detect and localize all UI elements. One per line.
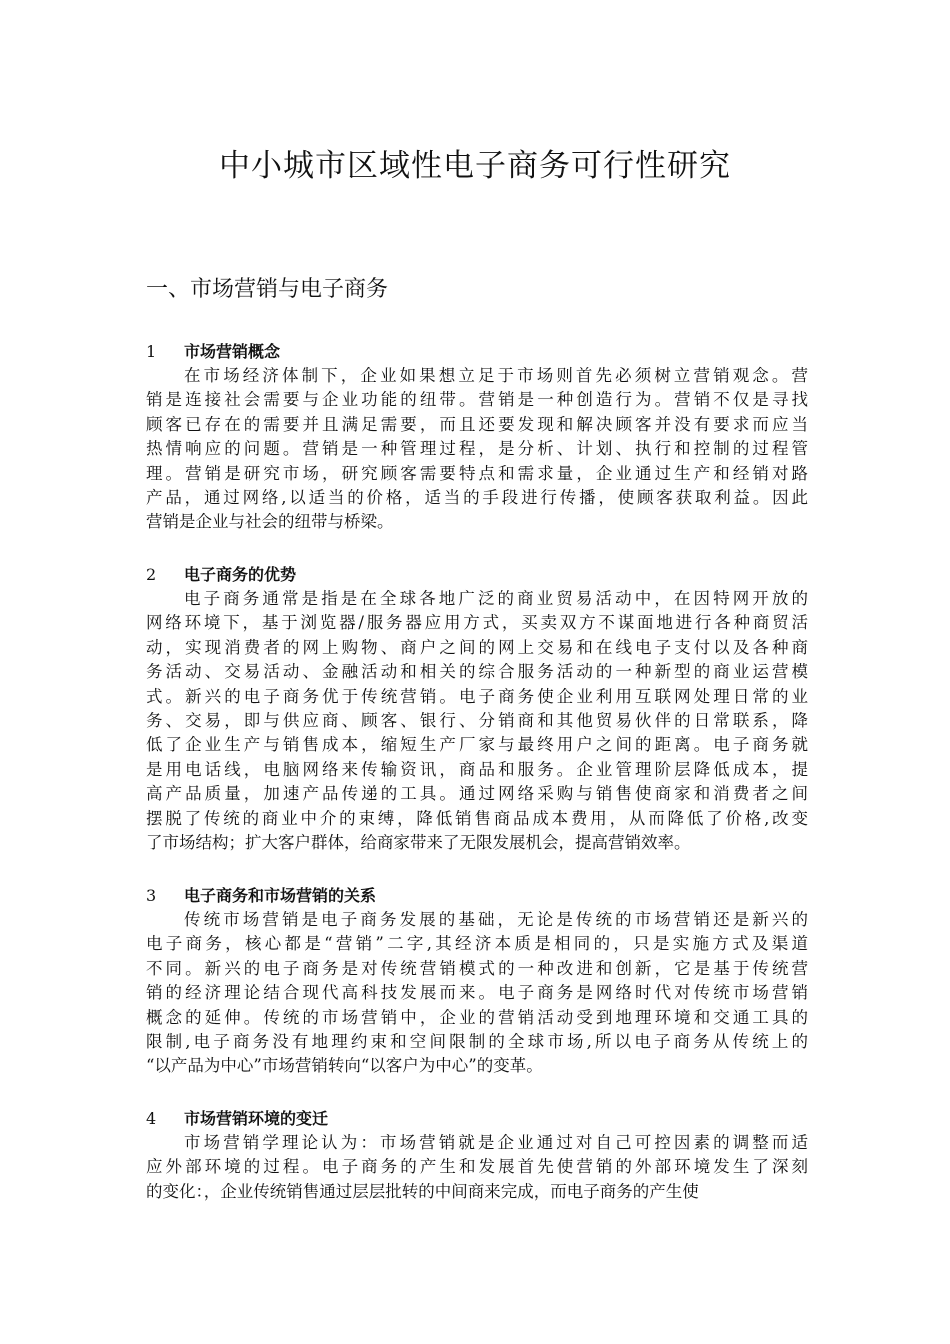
paragraph-line: 了市场结构；扩大客户群体，给商家带来了无限发展机会，提高营销效率。 (146, 833, 691, 853)
section-number: 1 (146, 342, 157, 361)
section-number: 3 (146, 886, 157, 905)
section-ecommerce-marketing-relation (146, 884, 808, 1079)
section-heading (146, 563, 808, 587)
paragraph-line: 传统市场营销是电子商务发展的基础，无论是传统的市场营销还是新兴的 (184, 910, 808, 929)
paragraph-line: 的变化：，企业传统销售通过层层批转的中间商来完成，而电子商务的产生使 (146, 1181, 699, 1201)
paragraph-line: 网络环境下，基于浏览器/服务器应用方式，买卖双方不谋面地进行各种商贸活 (146, 613, 808, 633)
paragraph-line: 务、交易，即与供应商、顾客、银行、分销商和其他贸易伙伴的日常联系，降 (146, 711, 808, 731)
section-paragraph (146, 1131, 808, 1204)
paragraph-line: 是用电话线，电脑网络来传输资讯，商品和服务。企业管理阶层降低成本，提 (146, 759, 808, 779)
paragraph-line: 摆脱了传统的商业中介的束缚，降低销售商品成本费用，从而降低了价格,改变 (146, 808, 808, 828)
section-heading (146, 1107, 808, 1131)
section-title: 电子商务的优势 (184, 565, 297, 584)
paragraph-line: 高产品质量，加速产品传递的工具。通过网络采购与销售使商家和消费者之间 (146, 784, 808, 804)
paragraph-line: 式。新兴的电子商务优于传统营销。电子商务使企业利用互联网处理日常的业 (146, 686, 808, 706)
paragraph-line: 营销是企业与社会的纽带与桥梁。 (146, 512, 394, 532)
section-heading (146, 340, 808, 364)
paragraph-line: 理。营销是研究市场，研究顾客需要特点和需求量，企业通过生产和经销对路 (146, 463, 808, 483)
chapter-heading: 一、市场营销与电子商务 (146, 277, 389, 302)
paragraph-line: “以产品为中心”市场营销转向“以客户为中心”的变革。 (146, 1056, 543, 1076)
paragraph-line: 销是连接社会需要与企业功能的纽带。营销是一种创造行为。营销不仅是寻找 (146, 390, 808, 410)
paragraph-line: 概念的延伸。传统的市场营销中，企业的营销活动受到地理环境和交通工具的 (146, 1007, 808, 1027)
section-title: 电子商务和市场营销的关系 (184, 886, 377, 905)
paragraph-line: 销的经济理论结合现代高科技发展而来。电子商务是网络时代对传统市场营销 (146, 983, 808, 1003)
section-paragraph (146, 908, 808, 1079)
section-market-marketing-concept (146, 340, 808, 535)
section-title: 市场营销环境的变迁 (184, 1109, 329, 1128)
paragraph-line: 在市场经济体制下，企业如果想立足于市场则首先必须树立营销观念。营 (184, 366, 808, 385)
paragraph-line: 务活动、交易活动、金融活动和相关的综合服务活动的一种新型的商业运营模 (146, 662, 808, 682)
paragraph-line: 低了企业生产与销售成本，缩短生产厂家与最终用户之间的距离。电子商务就 (146, 735, 808, 755)
paragraph-line: 电子商务通常是指是在全球各地广泛的商业贸易活动中，在因特网开放的 (184, 589, 808, 608)
section-number: 2 (146, 565, 157, 584)
section-paragraph (146, 587, 808, 855)
section-ecommerce-advantages (146, 563, 808, 855)
document-title: 中小城市区域性电子商务可行性研究 (219, 148, 731, 184)
section-paragraph (146, 364, 808, 535)
paragraph-line: 电子商务，核心都是“营销”二字,其经济本质是相同的，只是实施方式及渠道 (146, 934, 808, 954)
paragraph-line: 顾客已存在的需要并且满足需要，而且还要发现和解决顾客并没有要求而应当 (146, 414, 808, 434)
paragraph-line: 市场营销学理论认为：市场营销就是企业通过对自己可控因素的调整而适 (184, 1133, 808, 1152)
paragraph-line: 不同。新兴的电子商务是对传统营销模式的一种改进和创新，它是基于传统营 (146, 958, 808, 978)
paragraph-line: 热情响应的问题。营销是一种管理过程，是分析、计划、执行和控制的过程管 (146, 439, 808, 459)
paragraph-line: 产品，通过网络,以适当的价格，适当的手段进行传播，使顾客获取利益。因此 (146, 488, 808, 508)
section-title: 市场营销概念 (184, 342, 281, 361)
paragraph-line: 限制,电子商务没有地理约束和空间限制的全球市场,所以电子商务从传统上的 (146, 1032, 808, 1052)
paragraph-line: 动，实现消费者的网上购物、商户之间的网上交易和在线电子支付以及各种商 (146, 637, 808, 657)
section-heading (146, 884, 808, 908)
section-marketing-environment-change (146, 1107, 808, 1204)
section-number: 4 (146, 1109, 157, 1128)
paragraph-line: 应外部环境的过程。电子商务的产生和发展首先使营销的外部环境发生了深刻 (146, 1157, 808, 1177)
